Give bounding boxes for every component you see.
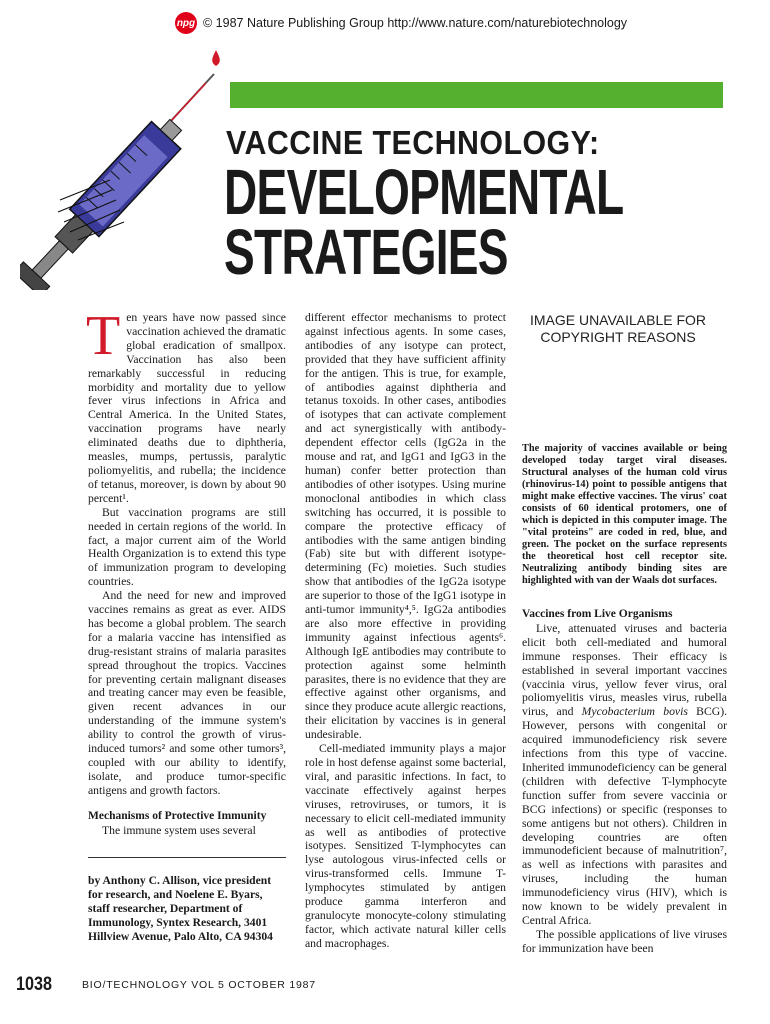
title-line-2: DEVELOPMENTAL xyxy=(224,156,624,228)
page-number: 1038 xyxy=(16,974,52,995)
section-heading: Vaccines from Live Organisms xyxy=(522,608,673,620)
image-unavailable-notice: IMAGE UNAVAILABLE FOR COPYRIGHT REASONS xyxy=(529,312,707,345)
column-1 xyxy=(86,305,286,838)
syringe-illustration xyxy=(20,40,240,290)
syringe-barrel xyxy=(20,111,190,290)
title-line-3: STRATEGIES xyxy=(224,216,508,288)
author-byline: by Anthony C. Allison, vice president for research, and Noelene E. Byars, staff researcher, Department of Immunology, Syntex Research, 3401 Hillview Avenue, Palo Alto, CA 94304 xyxy=(88,874,273,943)
paragraph: Ten years have now passed since vaccination achieved the dramatic global eradication of smallpox. Vaccination has also been remarkably successful in reducing morbidity and mortality due to yellow fever virus infections in Africa and Central America. In the United States, vaccination programs have nearly eliminated deaths due to diphtheria, measles, mumps, pertussis, paralytic poliomyelitis, and rubella; the incidence of tetanus, moreover, is down by about 90 percent¹. xyxy=(86,305,286,505)
journal-footer: BIO/TECHNOLOGY VOL 5 OCTOBER 1987 xyxy=(82,979,316,991)
byline-rule xyxy=(88,857,286,858)
paragraph: The immune system uses several xyxy=(102,823,256,837)
blood-drop-icon xyxy=(212,50,220,66)
copyright-text: © 1987 Nature Publishing Group http://www.nature.com/naturebiotechnology xyxy=(203,16,628,30)
figure-caption: The majority of vaccines available or being developed today target viral diseases. Structural analyses of the human cold virus (rhinovirus-14) point to possible antigens that might make effective vaccines. The virus' coat consists of 60 identical protomers, one of which is depicted in this computer image. The "vital proteins" are coded in red, blue, and green. The pocket on the surface represents the theoretical host cell receptor site. Neutralizing antibody binding sites are highlighted with van der Waals dot surfaces. xyxy=(522,443,727,586)
paragraph: And the need for new and improved vaccines remains as great as ever. AIDS has become a global problem. The search for a malaria vaccine has intensified as drug-resistant strains of malaria parasites spread throughout the tropics. Vaccines for preventing certain malignant diseases and treating cancer may even be feasible, given recent advances in our understanding of the immune system's ability to control the growth of virus-induced tumors² and some other tumors³, coupled with our ability to identify, isolate, and produce tumor-specific antigens and growth factors. xyxy=(88,589,286,797)
npg-logo: npg xyxy=(175,12,197,34)
paragraph: But vaccination programs are still needed in certain regions of the world. In fact, a major current aim of the World Health Organization is to extend this type of immunization program to developing countries. xyxy=(88,505,286,589)
paragraph: different effector mechanisms to protect against infectious agents. In some cases, antibodies of any isotype can protect, provided that they have sufficient affinity for the antigen. This is true, for example, of antibodies against diphtheria and tetanus toxoids. In other cases, antibodies of isotypes that can activate complement and act synergistically with antibody-dependent effector cells (IgG2a in the mouse and rat, and IgG1 and IgG3 in the human) confer better protection than antibodies of other isotypes. Using murine monoclonal antibodies in which class switching has occurred, it is possible to compare the protective efficacy of antibodies with the same antigen binding (Fab) site but with different isotype-determining (Fc) moieties. Such studies show that antibodies of the IgG2a isotype are superior to those of the IgG1 isotype in anti-tumor immunity⁴,⁵. IgG2a antibodies are also more effective in providing immunity against infectious agents⁶. Although IgE antibodies may contribute to protection against some helminth parasites, there is no evidence that they are effective against other organisms, and since they produce acute allergic reactions, their elicitation by vaccines is in general undesirable. xyxy=(305,311,506,742)
drop-cap: T xyxy=(86,305,121,367)
paragraph: Live, attenuated viruses and bacteria elicit both cell-mediated and humoral immune responses. Their efficacy is established in several important vaccines (vaccinia virus, yellow fever virus, oral poliomyelitis virus, measles virus, rubella virus, and Mycobacterium bovis BCG). However, persons with congenital or acquired immunodeficiency risk severe infections from this type of vaccine. Inherited immunodeficiency can be general (children with defective T-lymphocyte function suffer from severe vaccinia or BCG infections) or specific (responses to some antigens but not others). Children in developing countries are often immunodeficient because of malnutrition⁷, as well as infections with parasites and viruses, including the human immunodeficiency virus (HIV), which is now known to be widely prevalent in Central Africa. xyxy=(522,621,728,927)
title-line-1: VACCINE TECHNOLOGY: xyxy=(226,124,600,161)
paragraph: Cell-mediated immunity plays a major role in host defense against some bacterial, viral, and parasitic infections. In fact, to vaccinate effectively against herpes viruses, retroviruses, or tumors, it is necessary to elicit cell-mediated immunity as well as antibodies of protective isotypes. Sensitized T-lymphocytes can lyse autologous virus-infected cells or virus-transformed cells. Immune T-lymphocytes stimulated by antigen produce gamma interferon and granulocyte monocyte-colony stimulating factor, which activate natural killer cells and macrophages. xyxy=(305,742,506,950)
green-banner xyxy=(230,82,723,108)
paragraph: The possible applications of live viruses for immunization have been xyxy=(522,927,727,955)
section-heading: Mechanisms of Protective Immunity xyxy=(88,809,267,822)
column-3 xyxy=(522,608,727,956)
copyright-header xyxy=(175,10,735,36)
column-2 xyxy=(305,311,506,951)
